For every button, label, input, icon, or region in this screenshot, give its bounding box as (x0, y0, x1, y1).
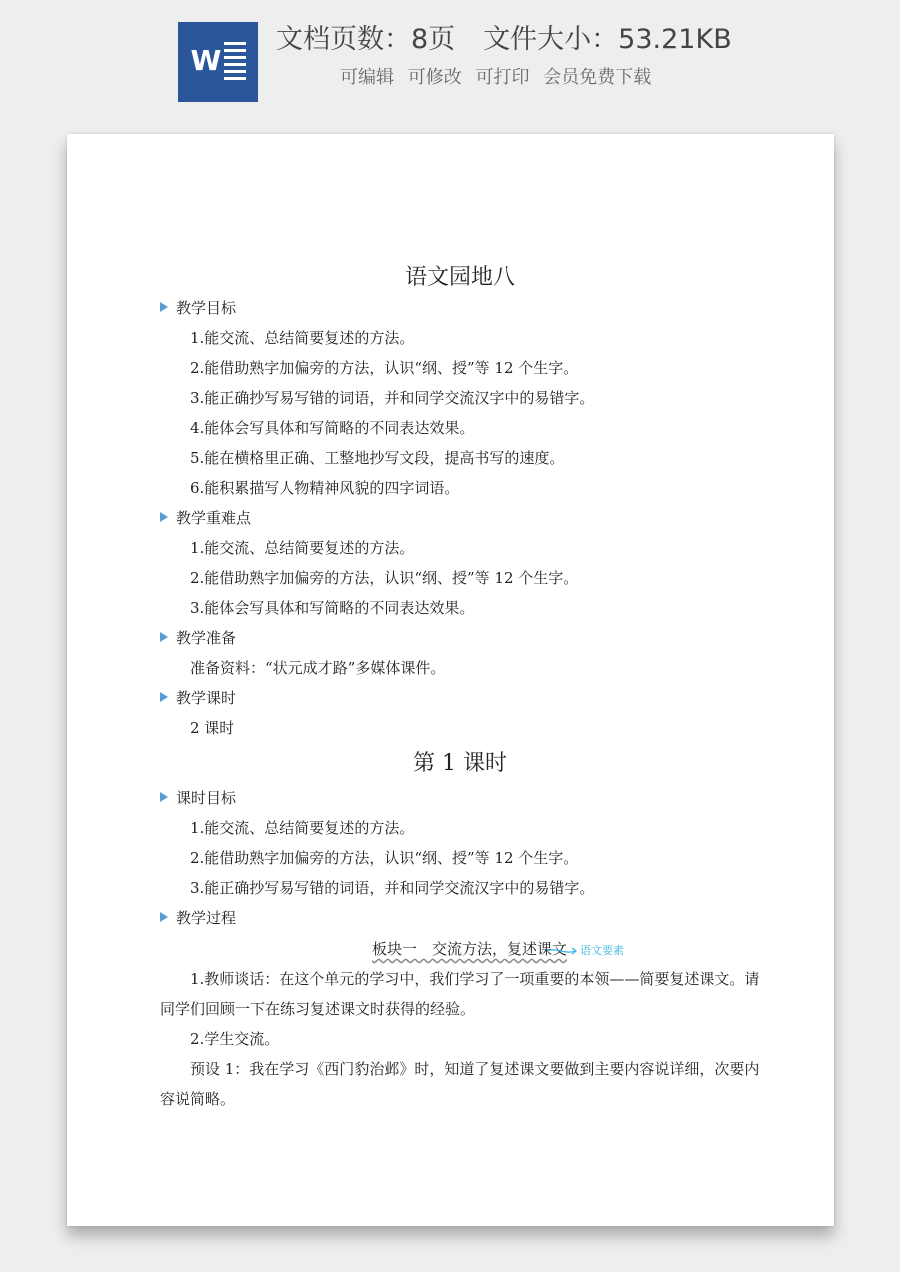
section-heading-teaching-goals: 教学目标 (160, 296, 236, 320)
block-title: 板块一 交流方法，复述课文 (372, 940, 568, 958)
section-heading-class-hours: 教学课时 (160, 686, 236, 710)
file-size-label: 文件大小：53.21KB (483, 24, 732, 55)
page-count-label: 文档页数：8页 (276, 24, 456, 55)
triangle-bullet-icon (160, 692, 168, 702)
section-heading-lesson-goals: 课时目标 (160, 786, 236, 810)
triangle-bullet-icon (160, 632, 168, 642)
feature-member-free-download: 会员免费下载 (543, 67, 652, 88)
list-item: 5.能在横格里正确、工整地抄写文段，提高书写的速度。 (190, 449, 565, 467)
document-title: 语文园地八 (404, 265, 515, 290)
feature-editable: 可编辑 (340, 67, 394, 88)
list-item: 2.能借助熟字加偏旁的方法，认识“纲、授”等 12 个生字。 (190, 359, 579, 377)
list-item: 1.能交流、总结简要复述的方法。 (190, 329, 415, 347)
section-heading-teaching-process: 教学过程 (160, 906, 236, 930)
feature-modifiable: 可修改 (407, 67, 462, 88)
list-item: 3.能正确抄写易写错的词语，并和同学交流汉字中的易错字。 (190, 879, 595, 897)
file-info-header (0, 0, 900, 130)
list-item: 2.能借助熟字加偏旁的方法，认识“纲、授”等 12 个生字。 (190, 849, 579, 867)
paragraph: 1.教师谈话：在这个单元的学习中，我们学习了一项重要的本领——简要复述课文。请同学们回顾一下在练习复述课文时获得的经验。 (160, 970, 760, 1018)
list-item: 2.能借助熟字加偏旁的方法，认识“纲、授”等 12 个生字。 (190, 569, 579, 587)
list-item: 6.能积累描写人物精神风貌的四字词语。 (190, 479, 460, 497)
list-item: 3.能体会写具体和写简略的不同表达效果。 (190, 599, 475, 617)
triangle-bullet-icon (160, 512, 168, 522)
list-item: 准备资料：“状元成才路”多媒体课件。 (190, 659, 446, 677)
triangle-bullet-icon (160, 792, 168, 802)
tag-text: 语文要素 (580, 944, 624, 957)
paragraph: 预设 1：我在学习《西门豹治邺》时，知道了复述课文要做到主要内容说详细，次要内容说简略。 (160, 1060, 760, 1108)
triangle-bullet-icon (160, 912, 168, 922)
word-icon-letter: W (190, 44, 222, 77)
feature-list (340, 64, 659, 92)
list-item: 1.能交流、总结简要复述的方法。 (190, 819, 415, 837)
file-meta (276, 20, 732, 60)
lesson-title: 第 1 课时 (413, 751, 507, 776)
paragraph: 2.学生交流。 (190, 1030, 280, 1048)
section-heading-preparation: 教学准备 (160, 626, 236, 650)
language-element-tag (580, 939, 624, 963)
triangle-bullet-icon (160, 302, 168, 312)
list-item: 4.能体会写具体和写简略的不同表达效果。 (190, 419, 475, 437)
word-document-icon (178, 22, 258, 102)
section-heading-key-points: 教学重难点 (160, 506, 251, 530)
list-item: 3.能正确抄写易写错的词语，并和同学交流汉字中的易错字。 (190, 389, 595, 407)
list-item: 2 课时 (190, 719, 235, 737)
list-item: 1.能交流、总结简要复述的方法。 (190, 539, 415, 557)
feature-printable: 可打印 (475, 67, 530, 88)
document-page (67, 134, 834, 1226)
word-icon-lines (224, 42, 246, 84)
arrow-icon (546, 946, 578, 956)
